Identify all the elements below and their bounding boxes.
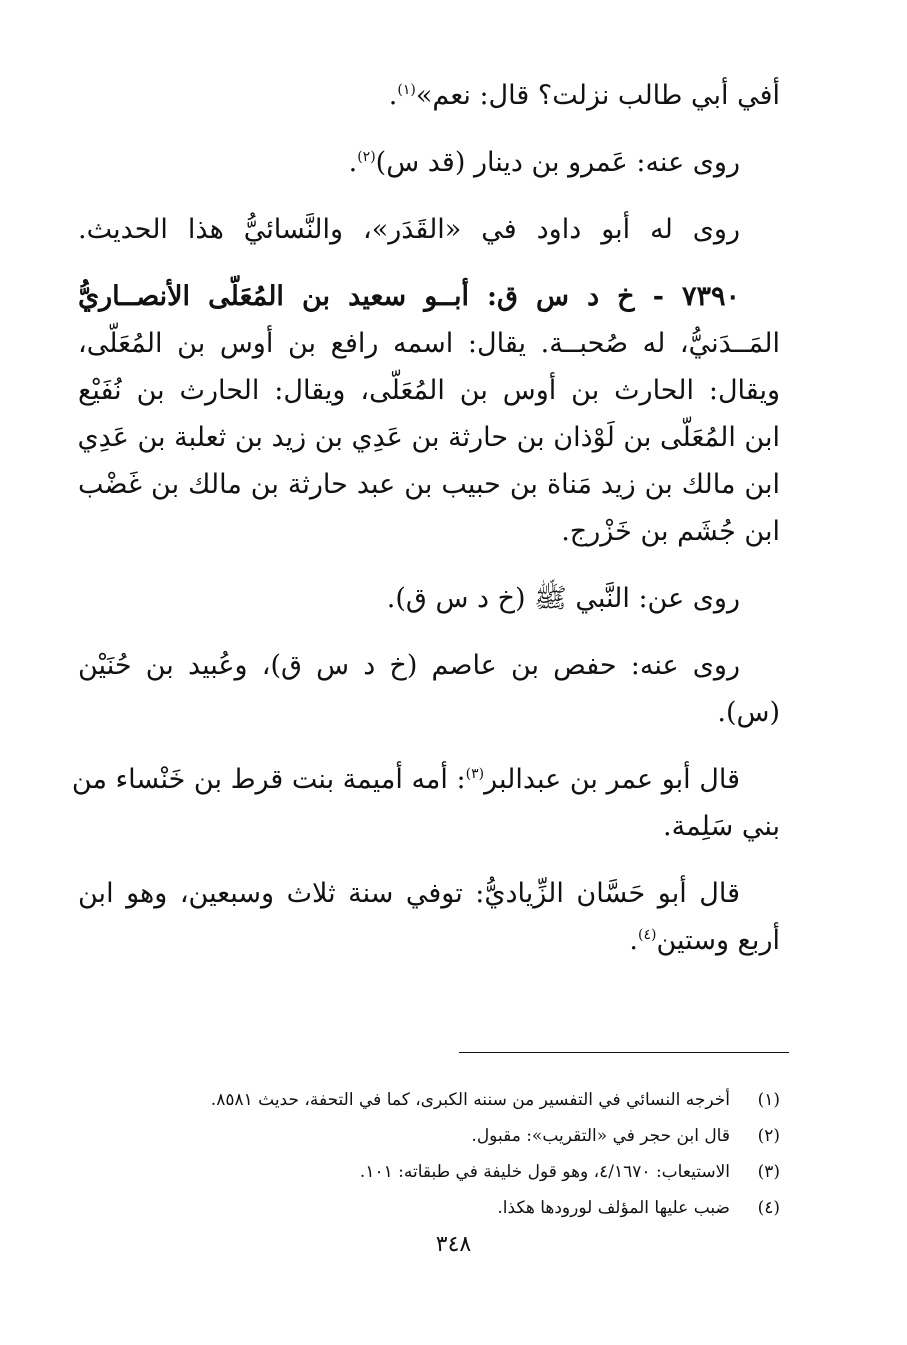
footnotes [78, 1082, 780, 1226]
text-line [78, 461, 780, 508]
line-tail: . [388, 80, 398, 111]
text-line [78, 72, 780, 119]
line-text: روى عن: النَّبي ﷺ (خ د س ق). [386, 583, 740, 614]
footnote-text: الاستيعاب: ٤/١٦٧٠، وهو قول خليفة في طبقاته: ١٠١. [359, 1162, 730, 1182]
line-tail: . [348, 147, 358, 178]
text-line [78, 689, 780, 736]
paragraph-gap [78, 850, 780, 870]
line-tail: . [629, 925, 638, 956]
text-line [78, 642, 780, 689]
paragraph-gap [78, 253, 780, 273]
footnote-number: (١) [757, 1090, 780, 1110]
footnote-text: أخرجه النسائي في التفسير من سننه الكبرى، كما في التحفة، حديث ٨٥٨١. [210, 1090, 730, 1110]
footnote-marker: (٣) [465, 766, 485, 782]
page-number: ٣٤٨ [435, 1232, 472, 1257]
footnote-number: (٣) [757, 1162, 780, 1182]
line-text: أفي أبي طالب نزلت؟ قال: نعم» [415, 80, 780, 111]
line-text: ابن مالك بن زيد مَناة بن حبيب بن عبد حارثة بن مالك بن غَضْب [78, 469, 780, 500]
line-text: المَــدَنيُّ، له صُحبــة. يقال: اسمه رافع بن أوس بن المُعَلّى، [78, 328, 780, 359]
line-tail: : أمه أميمة بنت قرط بن خَنْساء من [71, 764, 466, 795]
text-line [78, 870, 780, 917]
footnote-marker: (٢) [357, 149, 376, 165]
text-line [78, 139, 780, 186]
footnote-text: ضبب عليها المؤلف لورودها هكذا. [497, 1198, 730, 1218]
line-text: روى له أبو داود في «القَدَر»، والنَّسائيُّ هذا الحديث. [78, 214, 740, 245]
footnote-marker: (٤) [638, 927, 657, 943]
paragraph-gap [78, 186, 780, 206]
text-line [78, 367, 780, 414]
text-line [78, 508, 780, 555]
text-line [78, 320, 780, 367]
text-line [78, 273, 780, 320]
text-line [78, 803, 780, 850]
text-line [78, 917, 780, 964]
line-text: ٧٣٩٠ - خ د س ق: أبــو سعيد بن المُعَلّى الأنصــاريُّ [78, 281, 740, 312]
footnote-item [78, 1190, 780, 1226]
line-text: (س). [717, 697, 780, 728]
line-text: بني سَلِمة. [663, 811, 780, 842]
text-line [78, 414, 780, 461]
footnote-marker: (١) [397, 82, 416, 98]
text-line [78, 575, 780, 622]
text-line [71, 756, 780, 803]
line-text: ويقال: الحارث بن أوس بن المُعَلّى، ويقال: الحارث بن نُفَيْع [78, 375, 780, 406]
main-text [71, 72, 780, 964]
footnote-item [78, 1118, 780, 1154]
paragraph-gap [78, 555, 780, 575]
footnote-number: (٤) [757, 1198, 780, 1218]
line-text: قال أبو عمر بن عبدالبر [484, 764, 740, 795]
line-text: روى عنه: عَمرو بن دينار (قد س) [375, 147, 740, 178]
paragraph-gap [78, 622, 780, 642]
footnote-number: (٢) [757, 1126, 780, 1146]
line-text: قال أبو حَسَّان الزِّياديُّ: توفي سنة ثلاث وسبعين، وهو ابن [78, 878, 740, 909]
footnote-item [78, 1154, 780, 1190]
line-text: روى عنه: حفص بن عاصم (خ د س ق)، وعُبيد بن حُنَيْن [78, 650, 740, 681]
text-line [78, 206, 780, 253]
line-text: أربع وستين [656, 925, 780, 956]
paragraph-gap [78, 736, 780, 756]
line-text: ابن المُعَلّى بن لَوْذان بن حارثة بن عَدِي بن زيد بن ثعلبة بن عَدِي [77, 422, 780, 453]
footnote-text: قال ابن حجر في «التقريب»: مقبول. [471, 1126, 730, 1146]
footnote-divider [459, 1052, 789, 1053]
paragraph-gap [78, 119, 780, 139]
footnote-item [78, 1082, 780, 1118]
line-text: ابن جُشَم بن خَزْرج. [561, 516, 780, 547]
